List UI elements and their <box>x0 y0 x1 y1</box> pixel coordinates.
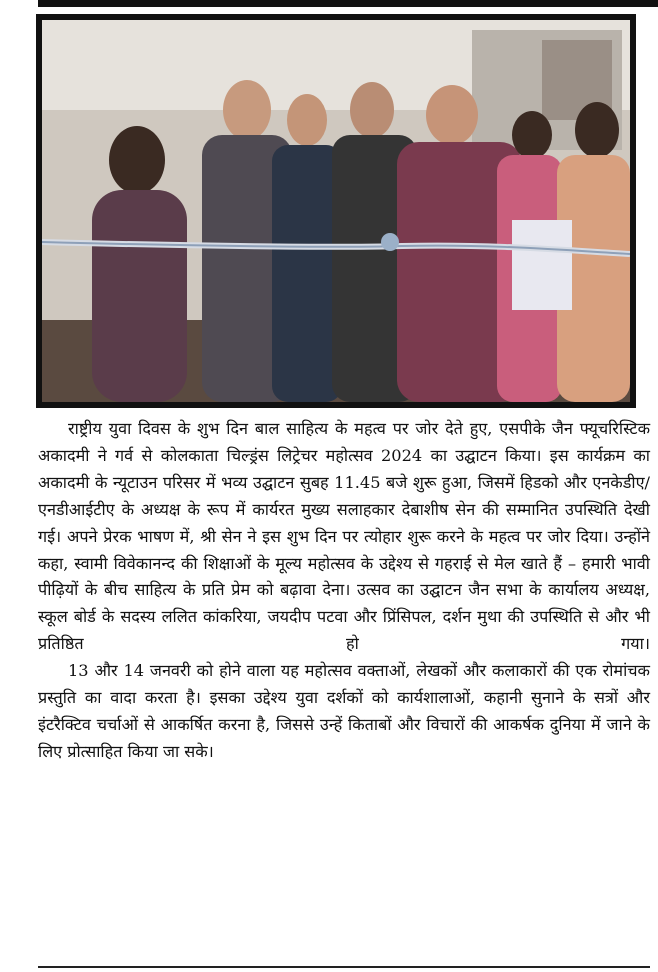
bottom-rule <box>38 966 650 968</box>
news-photo-frame <box>36 14 636 408</box>
news-photo <box>42 20 630 402</box>
ribbon-cutting-illustration <box>42 20 630 402</box>
article-body <box>38 416 650 766</box>
article-paragraph-1: राष्ट्रीय युवा दिवस के शुभ दिन बाल साहित्य के महत्व पर जोर देते हुए, एसपीके जैन फ्यूचरिस्टिक अकादमी ने गर्व से कोलकाता चिल्ड्रंस लिट्रेचर महोत्सव 2024 का उद्घाटन किया। इस कार्यक्रम का अकादमी के न्यूटाउन परिसर में भव्य उद्घाटन सुबह 11.45 बजे शुरू हुआ, जिसमें हिडको और एनकेडीए/एनडीआईटीए के अध्यक्ष के रूप में कार्यरत मुख्य सलाहकार देबाशीष सेन की सम्मानित उपस्थिति देखी गई। अपने प्रेरक भाषण में, श्री सेन ने इस शुभ दिन पर त्योहार शुरू करने के महत्व पर जोर दिया। उन्होंने कहा, स्वामी विवेकानन्द की शिक्षाओं के मूल्य महोत्सव के उद्देश्य से गहराई से मेल खाते हैं – हमारी भावी पीढ़ियों के बीच साहित्य के प्रति प्रेम को बढ़ावा देना। उत्सव का उद्घाटन जैन सभा के कार्यालय अध्यक्ष, स्कूल बोर्ड के सदस्य ललित कांकरिया, जयदीप पटवा और प्रिंसिपल, दर्शन मुथा की उपस्थिति से और भी प्रतिष्ठित हो गया। <box>38 419 650 654</box>
article-paragraph-2: 13 और 14 जनवरी को होने वाला यह महोत्सव वक्ताओं, लेखकों और कलाकारों की एक रोमांचक प्रस्तुति का वादा करता है। इसका उद्देश्य युवा दर्शकों को कार्यशालाओं, कहानी सुनाने के सत्रों और इंटरैक्टिव चर्चाओं से आकर्षित करना है, जिससे उन्हें किताबों और विचारों की आकर्षक दुनिया में जाने के लिए प्रोत्साहित किया जा सके। <box>38 661 650 761</box>
top-rule <box>38 0 658 7</box>
